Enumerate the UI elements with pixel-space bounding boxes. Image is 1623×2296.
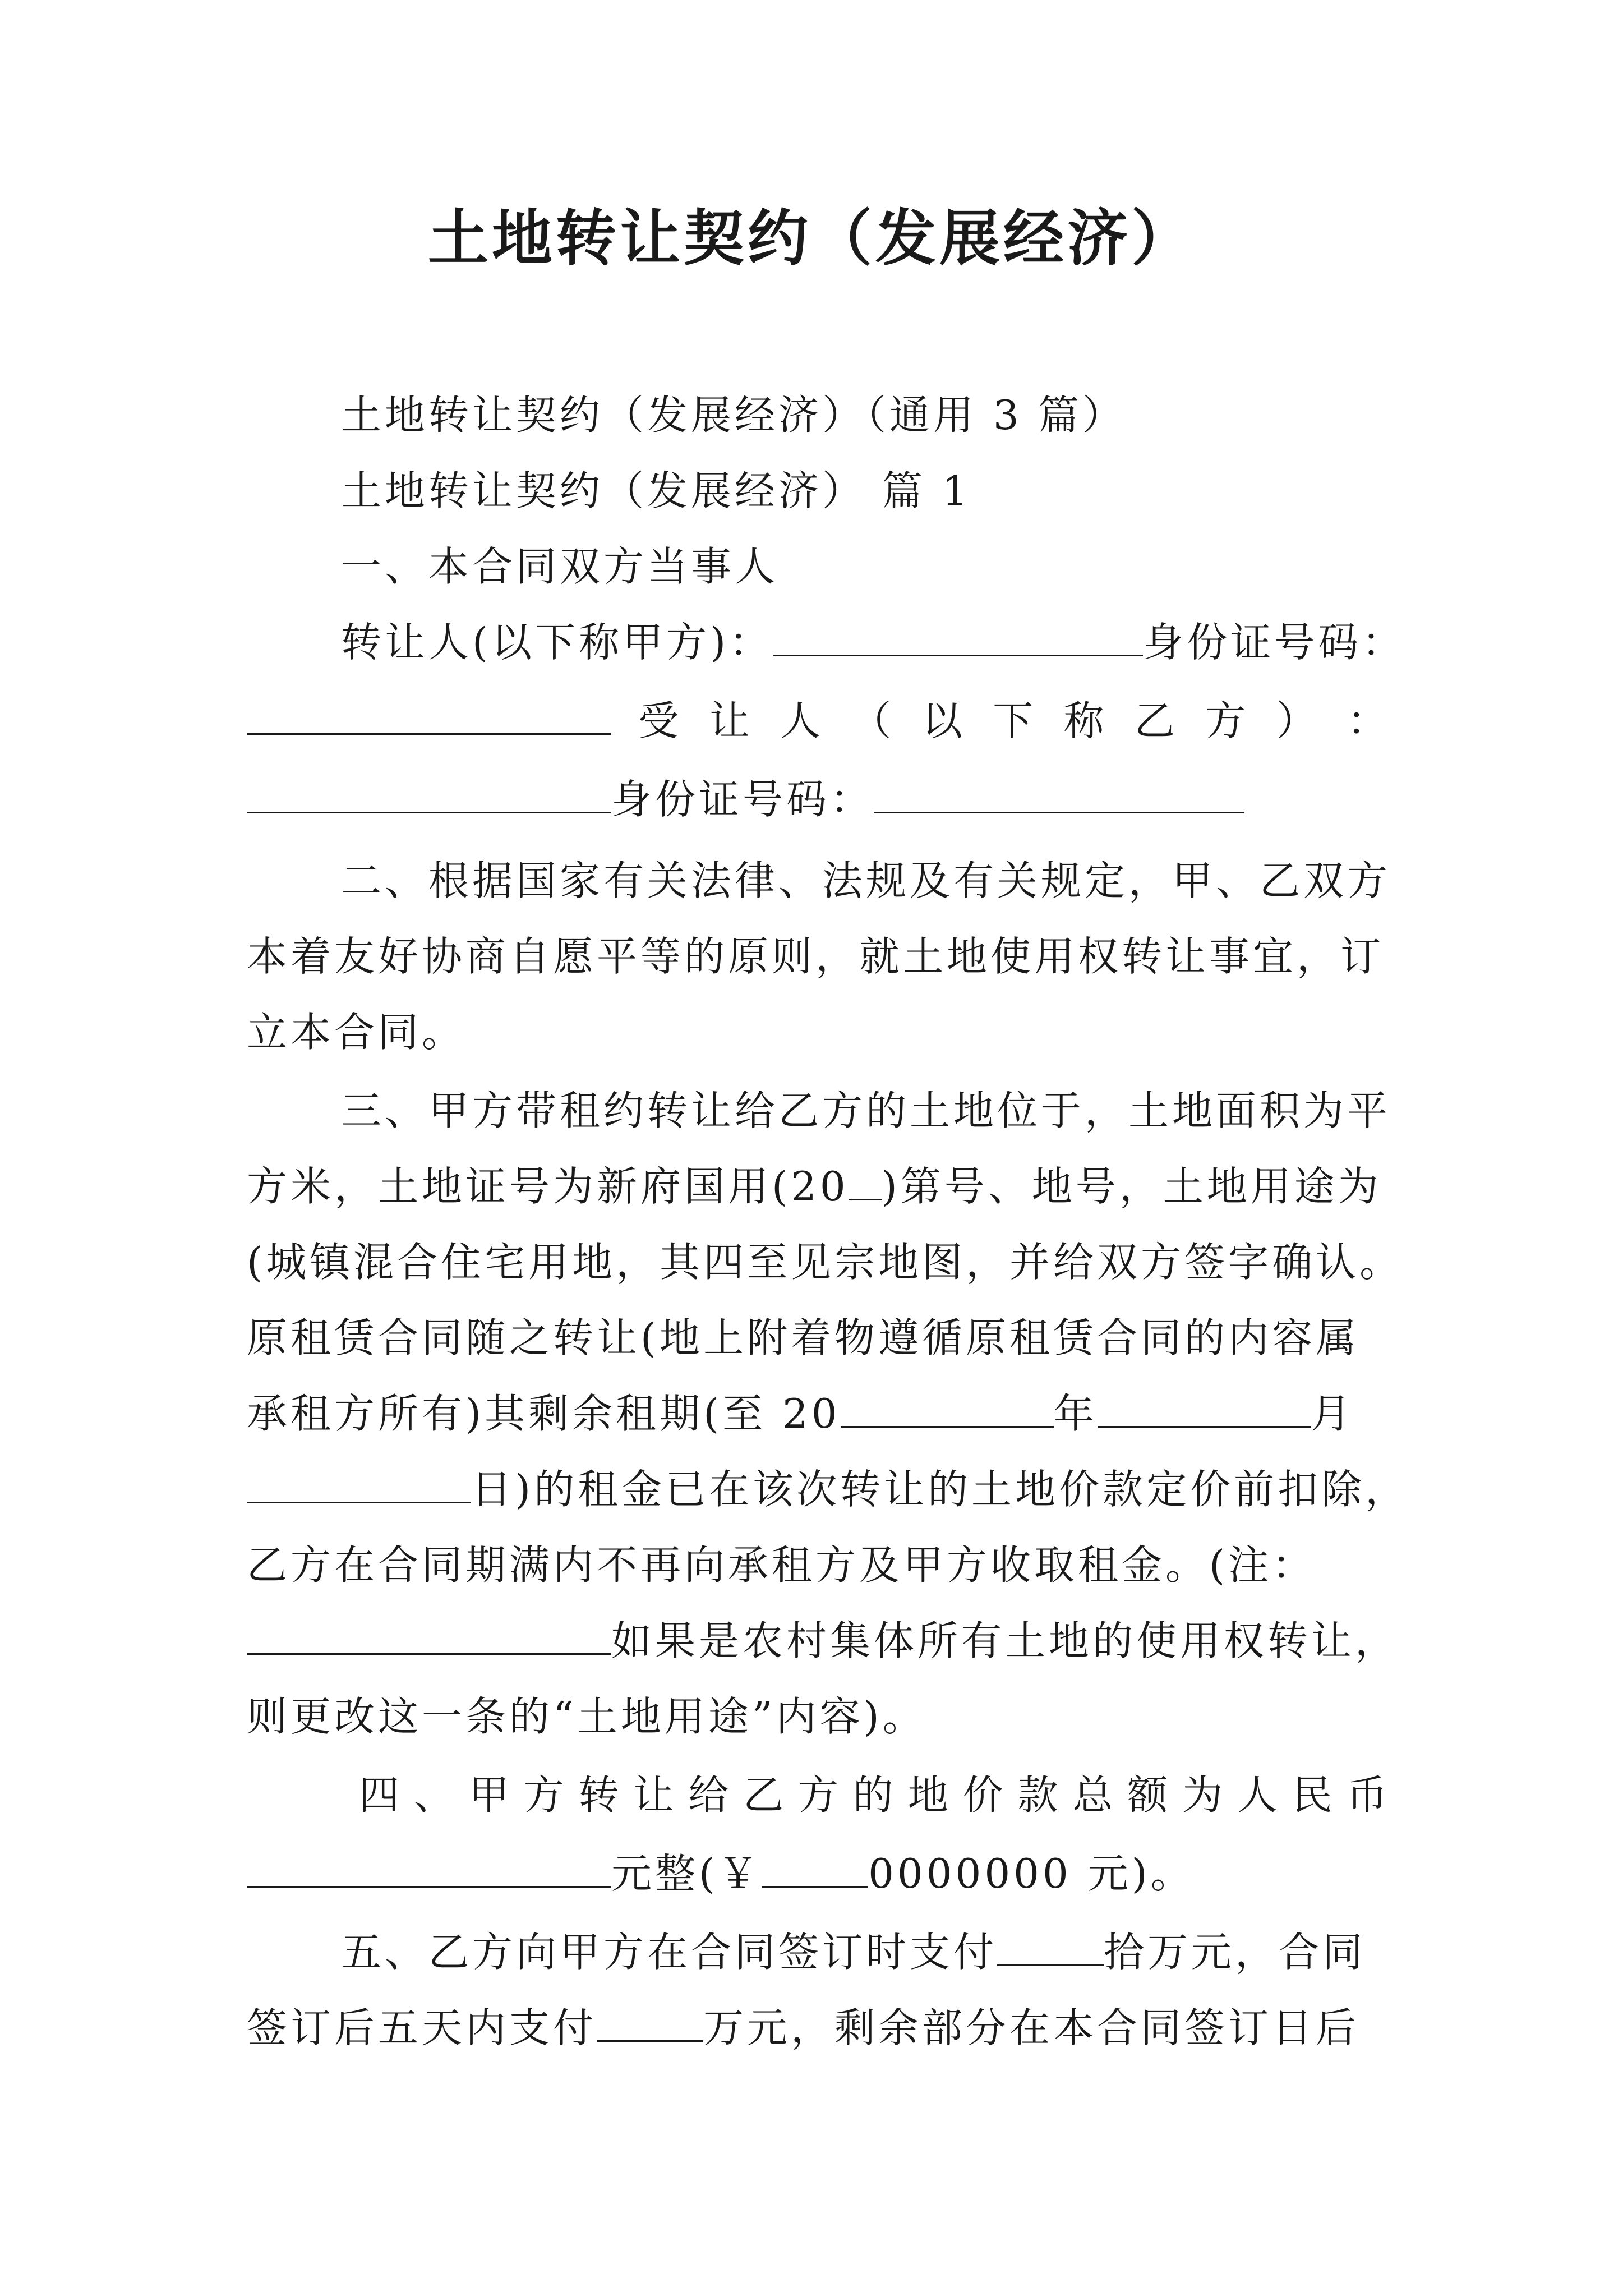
- clause4-char: 地: [907, 1772, 952, 1819]
- amount-words-blank: [247, 1851, 611, 1888]
- transferee-id-line: [247, 760, 1391, 839]
- clause4-char: 方: [523, 1772, 568, 1819]
- clause4-char: 让: [633, 1772, 677, 1819]
- document-title: 土地转让契约（发展经济）: [427, 203, 1195, 274]
- clause5-line1: [247, 1913, 1391, 1991]
- transferee-char: （: [851, 697, 895, 744]
- year-label: 年: [1053, 1390, 1098, 1437]
- clause4-line1: [359, 1756, 1391, 1834]
- clause4-char: 、: [413, 1772, 458, 1819]
- clause3-line3: (城镇混合住宅用地，其四至见宗地图，并给双方签字确认。: [247, 1239, 1404, 1286]
- clause1-heading: 一、本合同双方当事人: [341, 543, 779, 590]
- transferee-char: 人: [780, 697, 824, 744]
- transferee-line: [247, 682, 1391, 760]
- transferee-char: 受: [638, 697, 683, 744]
- clause5-line1-part2: 拾万元，合同: [1104, 1929, 1367, 1976]
- clause3-line7: 乙方在合同期满内不再向承租方及甲方收取租金。(注：: [247, 1542, 1316, 1589]
- clause3-line4: 原租赁合同随之转让(地上附着物遵循原租赁合同的内容属: [247, 1314, 1360, 1361]
- clause3-line2-part1: 方米，土地证号为新府国用(20: [247, 1163, 849, 1210]
- id-label-2: 身份证号码：: [611, 776, 874, 823]
- lease-month-blank: [1098, 1391, 1311, 1428]
- clause3-line8: [247, 1602, 1399, 1680]
- clause4-char: 总: [1072, 1772, 1117, 1819]
- clause2-line3: 立本合同。: [247, 1009, 466, 1056]
- transferee-char: ）: [1276, 697, 1320, 744]
- transferor-line: [247, 603, 1406, 682]
- amount-digits-blank: [762, 1851, 868, 1888]
- clause4-line2: [247, 1834, 1391, 1913]
- year-blank: [849, 1164, 882, 1200]
- transferee-char: 下: [993, 697, 1037, 744]
- clause3-line2-part2: )第号、地号，土地用途为: [881, 1163, 1382, 1210]
- clause4-char: 价: [962, 1772, 1007, 1819]
- document-subtitle: 土地转让契约（发展经济）（通用 3 篇）: [341, 392, 1126, 439]
- clause3-line1: 三、甲方带租约转让给乙方的土地位于，土地面积为平: [341, 1087, 1391, 1134]
- month-label: 月: [1310, 1390, 1354, 1437]
- clause4-char: 给: [688, 1772, 732, 1819]
- transferee-row: [247, 682, 1391, 760]
- transferor-label: 转让人(以下称甲方)：: [341, 619, 773, 666]
- transferor-blank: [773, 620, 1143, 656]
- clause4-char: 额: [1127, 1772, 1172, 1819]
- transferee-char: 方: [1205, 697, 1249, 744]
- transferee-char: 让: [709, 697, 753, 744]
- transferee-char: 称: [1063, 697, 1108, 744]
- transferee-char: 乙: [1134, 697, 1178, 744]
- section-heading: 土地转让契约（发展经济） 篇 1: [341, 467, 971, 514]
- clause3-line9: 则更改这一条的“土地用途”内容)。: [247, 1693, 926, 1740]
- clause4-char: 甲: [468, 1772, 513, 1819]
- lease-day-blank: [247, 1467, 471, 1503]
- first-payment-blank: [997, 1930, 1104, 1966]
- clause3-line5-part1: 承租方所有)其剩余租期(至 20: [247, 1390, 841, 1437]
- note-blank: [247, 1618, 611, 1655]
- transferee-char: ：: [1347, 697, 1391, 744]
- clause4-char: 四: [359, 1772, 403, 1819]
- clause3-line2: [247, 1147, 1391, 1226]
- clause3-line8-text: 如果是农村集体所有土地的使用权转让，: [611, 1617, 1399, 1664]
- clause2-line2: 本着友好协商自愿平等的原则，就土地使用权转让事宜，订: [247, 933, 1385, 980]
- clause4-char: 币: [1347, 1772, 1391, 1819]
- clause4-char: 转: [578, 1772, 623, 1819]
- clause4-char: 乙: [743, 1772, 787, 1819]
- clause4-char: 人: [1237, 1772, 1281, 1819]
- clause4-char: 的: [852, 1772, 897, 1819]
- clause3-line6: [247, 1450, 1409, 1529]
- clause4-line2-part2: 0000000 元)。: [868, 1850, 1195, 1897]
- transferee-char: 以: [921, 697, 966, 744]
- transferee-id-blank: [874, 777, 1244, 813]
- clause2-line1: 二、根据国家有关法律、法规及有关规定，甲、乙双方: [341, 857, 1391, 904]
- clause4-char: 款: [1017, 1772, 1062, 1819]
- clause5-line2-part1: 签订后五天内支付: [247, 2004, 597, 2051]
- clause5-line2: [247, 1989, 1391, 2067]
- clause4-char: 方: [798, 1772, 842, 1819]
- id-blank: [247, 698, 611, 735]
- clause3-line6-text: 日)的租金已在该次转让的土地价款定价前扣除，: [471, 1466, 1409, 1513]
- id-label: 身份证号码：: [1143, 619, 1406, 666]
- clause4-line2-part1: 元整(￥: [611, 1850, 762, 1897]
- transferee-blank: [247, 777, 611, 813]
- clause5-line2-part2: 万元，剩余部分在本合同签订日后: [703, 2004, 1360, 2051]
- clause4-row: [359, 1756, 1391, 1834]
- clause3-line5: [247, 1374, 1391, 1453]
- second-payment-blank: [597, 2005, 703, 2042]
- lease-year-blank: [841, 1391, 1054, 1428]
- clause4-char: 民: [1292, 1772, 1336, 1819]
- clause5-line1-part1: 五、乙方向甲方在合同签订时支付: [341, 1929, 998, 1976]
- clause4-char: 为: [1182, 1772, 1227, 1819]
